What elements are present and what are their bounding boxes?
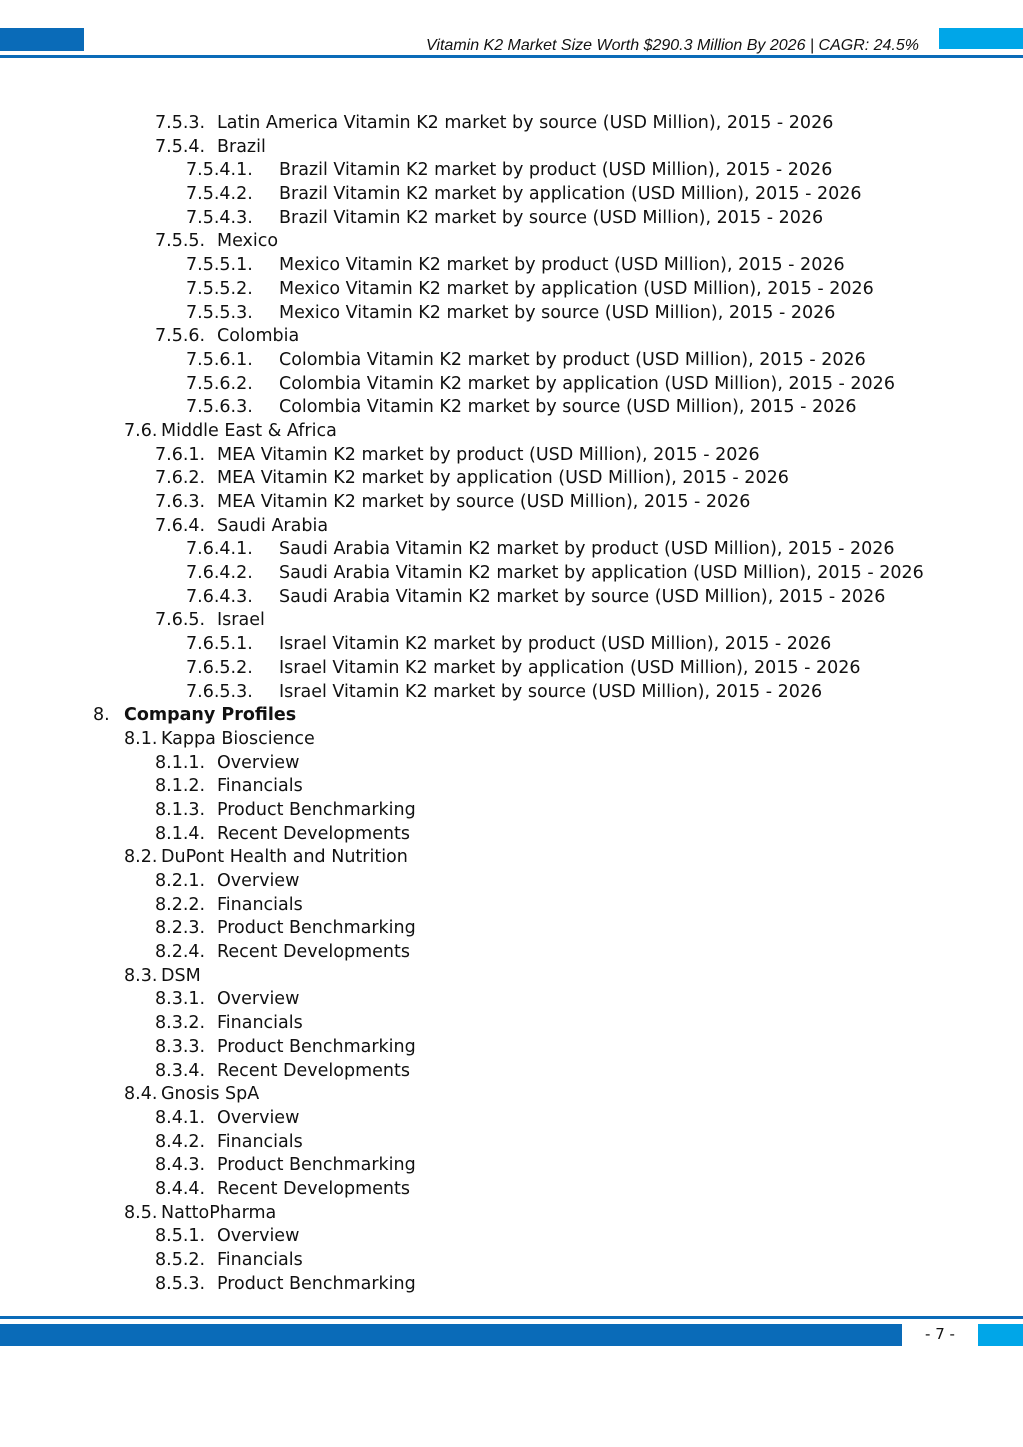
toc-entry-title: Mexico Vitamin K2 market by application (USD Million), 2015 - 2026 — [279, 278, 874, 299]
toc-entry-title: Financials — [217, 1131, 303, 1152]
toc-entry-number: 8.3.3. — [155, 1036, 206, 1057]
toc-entry-title: Recent Developments — [217, 823, 410, 844]
toc-entry — [0, 420, 1023, 444]
toc-entry-number: 7.5.4.3. — [186, 207, 253, 228]
toc-entry-title: Overview — [217, 989, 300, 1010]
toc-entry — [0, 609, 1023, 633]
toc-entry — [0, 894, 1023, 918]
toc-entry-title: Product Benchmarking — [217, 918, 416, 939]
footer-accent-right — [978, 1324, 1023, 1346]
toc-entry-number: 7.6.4.1. — [186, 539, 253, 560]
toc-entry-number: 7.6.4. — [155, 515, 206, 536]
toc-entry — [0, 230, 1023, 254]
toc-entry-title: Latin America Vitamin K2 market by source (USD Million), 2015 - 2026 — [217, 113, 834, 133]
toc-entry-title: Mexico Vitamin K2 market by source (USD Million), 2015 - 2026 — [279, 302, 836, 323]
toc-entry — [0, 325, 1023, 349]
toc-entry-number: 8.2.2. — [155, 894, 206, 915]
toc-entry — [0, 752, 1023, 776]
toc-entry — [0, 1131, 1023, 1155]
toc-entry — [0, 562, 1023, 586]
page-number: - 7 - — [925, 1325, 955, 1343]
toc-entry — [0, 1178, 1023, 1202]
toc-entry — [0, 846, 1023, 870]
toc-entry-number: 8.5.2. — [155, 1250, 206, 1270]
toc-entry-title: MEA Vitamin K2 market by product (USD Million), 2015 - 2026 — [217, 444, 760, 465]
toc-entry — [0, 823, 1023, 847]
toc-entry-number: 8.5. — [124, 1202, 158, 1223]
toc-entry — [0, 775, 1023, 799]
document-title: Vitamin K2 Market Size Worth $290.3 Million By 2026 | CAGR: 24.5% — [426, 37, 919, 54]
toc-entry — [0, 136, 1023, 160]
toc-entry — [0, 183, 1023, 207]
toc-entry — [0, 112, 1023, 136]
toc-entry-number: 8.2. — [124, 847, 158, 868]
toc-entry-title: Financials — [217, 894, 303, 915]
toc-entry — [0, 704, 1023, 728]
toc-entry-title: Mexico Vitamin K2 market by product (USD Million), 2015 - 2026 — [279, 255, 845, 276]
toc-entry-title: Recent Developments — [217, 1178, 410, 1199]
toc-entry — [0, 302, 1023, 326]
toc-entry-title: Middle East & Africa — [161, 420, 337, 441]
toc-entry-title: Saudi Arabia — [217, 515, 329, 536]
header-accent-right — [939, 28, 1023, 49]
toc-entry-number: 7.5.5.2. — [186, 278, 253, 299]
toc-entry-title: Colombia Vitamin K2 market by application (USD Million), 2015 - 2026 — [279, 373, 895, 394]
toc-entry-number: 7.6.5.1. — [186, 634, 253, 655]
toc-entry-number: 8.1.4. — [155, 823, 206, 844]
toc-entry — [0, 159, 1023, 183]
toc-entry-title: Recent Developments — [217, 942, 410, 963]
toc-entry-number: 7.5.6.1. — [186, 349, 253, 370]
toc-entry — [0, 207, 1023, 231]
toc-entry-title: Gnosis SpA — [161, 1084, 260, 1105]
toc-entry-number: 8.3. — [124, 965, 158, 986]
toc-entry-number: 7.5.4. — [155, 136, 206, 157]
toc-entry — [0, 1249, 1023, 1273]
toc-entry-title: Overview — [217, 871, 300, 891]
toc-entry-title: MEA Vitamin K2 market by application (USD Million), 2015 - 2026 — [217, 468, 789, 489]
toc-entry-number: 7.6.1. — [155, 444, 206, 465]
toc-entry-number: 7.6.2. — [155, 468, 206, 489]
toc-entry-title: Overview — [217, 1226, 300, 1247]
toc-entry-title: DuPont Health and Nutrition — [161, 847, 408, 868]
toc-entry-number: 8. — [93, 705, 110, 726]
toc-entry-number: 8.1.3. — [155, 799, 206, 820]
toc-entry — [0, 491, 1023, 515]
toc-entry-title: Overview — [217, 1107, 300, 1128]
toc-entry — [0, 373, 1023, 397]
toc-entry-title: Product Benchmarking — [217, 1155, 416, 1176]
toc-entry-number: 8.3.4. — [155, 1060, 206, 1081]
toc-entry-number: 8.1.2. — [155, 776, 206, 797]
toc-entry — [0, 1273, 1023, 1297]
toc-entry-number: 7.6.5.2. — [186, 657, 253, 678]
toc-entry-title: Israel — [217, 610, 265, 631]
toc-entry-title: Recent Developments — [217, 1060, 410, 1081]
toc-entry-number: 8.2.4. — [155, 942, 206, 963]
toc-entry-number: 7.5.5. — [155, 231, 206, 252]
toc-entry — [0, 349, 1023, 373]
toc-entry — [0, 965, 1023, 989]
toc-entry-title: Colombia — [217, 326, 300, 347]
toc-entry — [0, 941, 1023, 965]
footer-rule — [0, 1316, 1023, 1319]
toc-entry-number: 7.6. — [124, 420, 158, 441]
toc-entry-number: 7.5.5.1. — [186, 255, 253, 276]
toc-entry-title: MEA Vitamin K2 market by source (USD Million), 2015 - 2026 — [217, 492, 751, 512]
toc-entry-number: 7.5.6.3. — [186, 397, 253, 418]
toc-entry-title: Company Profiles — [124, 705, 297, 726]
toc-entry-number: 7.5.4.1. — [186, 160, 253, 181]
toc-entry — [0, 917, 1023, 941]
toc-entry — [0, 988, 1023, 1012]
toc-entry-number: 8.4.1. — [155, 1107, 206, 1128]
footer-accent-left — [0, 1324, 902, 1346]
toc-entry-number: 8.5.1. — [155, 1226, 206, 1247]
toc-entry-title: Product Benchmarking — [217, 1273, 416, 1294]
toc-entry-title: Saudi Arabia Vitamin K2 market by product (USD Million), 2015 - 2026 — [279, 539, 895, 560]
toc-entry — [0, 278, 1023, 302]
toc-entry — [0, 681, 1023, 705]
toc-entry-number: 7.5.6. — [155, 326, 206, 347]
toc-entry — [0, 1060, 1023, 1084]
toc-entry-number: 7.6.5.3. — [186, 681, 253, 702]
toc-entry — [0, 396, 1023, 420]
toc-entry — [0, 467, 1023, 491]
toc-entry-title: Brazil Vitamin K2 market by source (USD Million), 2015 - 2026 — [279, 207, 824, 228]
toc-entry-title: Colombia Vitamin K2 market by source (USD Million), 2015 - 2026 — [279, 397, 857, 418]
toc-entry-title: Kappa Bioscience — [161, 728, 315, 749]
toc-entry — [0, 1107, 1023, 1131]
toc-entry — [0, 1225, 1023, 1249]
table-of-contents — [0, 112, 1023, 1296]
toc-entry-number: 8.4. — [124, 1084, 158, 1105]
toc-entry-number: 8.4.3. — [155, 1155, 206, 1176]
toc-entry-title: DSM — [161, 965, 201, 986]
toc-entry-title: Financials — [217, 1250, 303, 1270]
toc-entry — [0, 538, 1023, 562]
header-accent-left — [0, 28, 84, 51]
toc-entry-title: Brazil — [217, 136, 266, 157]
toc-entry — [0, 1154, 1023, 1178]
toc-entry — [0, 515, 1023, 539]
toc-entry-title: Colombia Vitamin K2 market by product (USD Million), 2015 - 2026 — [279, 349, 866, 370]
toc-entry-number: 8.1. — [124, 728, 158, 749]
toc-entry-title: Financials — [217, 776, 303, 797]
toc-entry — [0, 1083, 1023, 1107]
toc-entry-number: 8.5.3. — [155, 1273, 206, 1294]
toc-entry-number: 7.5.4.2. — [186, 184, 253, 205]
toc-entry-title: NattoPharma — [161, 1202, 277, 1223]
toc-entry-number: 7.5.5.3. — [186, 302, 253, 323]
toc-entry-title: Saudi Arabia Vitamin K2 market by application (USD Million), 2015 - 2026 — [279, 563, 924, 584]
toc-entry — [0, 633, 1023, 657]
toc-entry-title: Product Benchmarking — [217, 1036, 416, 1057]
toc-entry-number: 7.6.4.3. — [186, 586, 253, 607]
toc-entry — [0, 728, 1023, 752]
toc-entry-title: Israel Vitamin K2 market by source (USD Million), 2015 - 2026 — [279, 681, 823, 702]
toc-entry-title: Overview — [217, 752, 300, 773]
toc-entry — [0, 870, 1023, 894]
toc-entry-title: Brazil Vitamin K2 market by product (USD Million), 2015 - 2026 — [279, 160, 833, 181]
toc-entry-number: 8.4.4. — [155, 1178, 206, 1199]
toc-entry-number: 8.3.2. — [155, 1013, 206, 1034]
toc-entry-number: 7.6.4.2. — [186, 563, 253, 584]
toc-entry-number: 7.6.5. — [155, 610, 206, 631]
toc-entry-number: 8.1.1. — [155, 752, 206, 773]
toc-entry-title: Israel Vitamin K2 market by application (USD Million), 2015 - 2026 — [279, 657, 861, 678]
toc-entry-title: Product Benchmarking — [217, 799, 416, 820]
toc-entry — [0, 1202, 1023, 1226]
toc-entry-number: 8.2.1. — [155, 871, 206, 891]
toc-entry-number: 8.2.3. — [155, 918, 206, 939]
toc-entry — [0, 254, 1023, 278]
toc-entry — [0, 657, 1023, 681]
header-rule — [0, 55, 1023, 58]
toc-entry — [0, 444, 1023, 468]
toc-entry-number: 7.5.3. — [155, 113, 206, 133]
toc-entry-number: 7.6.3. — [155, 492, 206, 512]
toc-entry-number: 8.3.1. — [155, 989, 206, 1010]
toc-entry — [0, 1012, 1023, 1036]
toc-entry-title: Israel Vitamin K2 market by product (USD Million), 2015 - 2026 — [279, 634, 832, 655]
toc-entry — [0, 799, 1023, 823]
toc-entry-title: Brazil Vitamin K2 market by application (USD Million), 2015 - 2026 — [279, 184, 862, 205]
toc-entry-title: Saudi Arabia Vitamin K2 market by source (USD Million), 2015 - 2026 — [279, 586, 886, 607]
toc-entry — [0, 586, 1023, 610]
toc-entry-title: Financials — [217, 1013, 303, 1034]
toc-entry-number: 7.5.6.2. — [186, 373, 253, 394]
toc-entry-title: Mexico — [217, 231, 279, 252]
toc-entry — [0, 1036, 1023, 1060]
toc-entry-number: 8.4.2. — [155, 1131, 206, 1152]
